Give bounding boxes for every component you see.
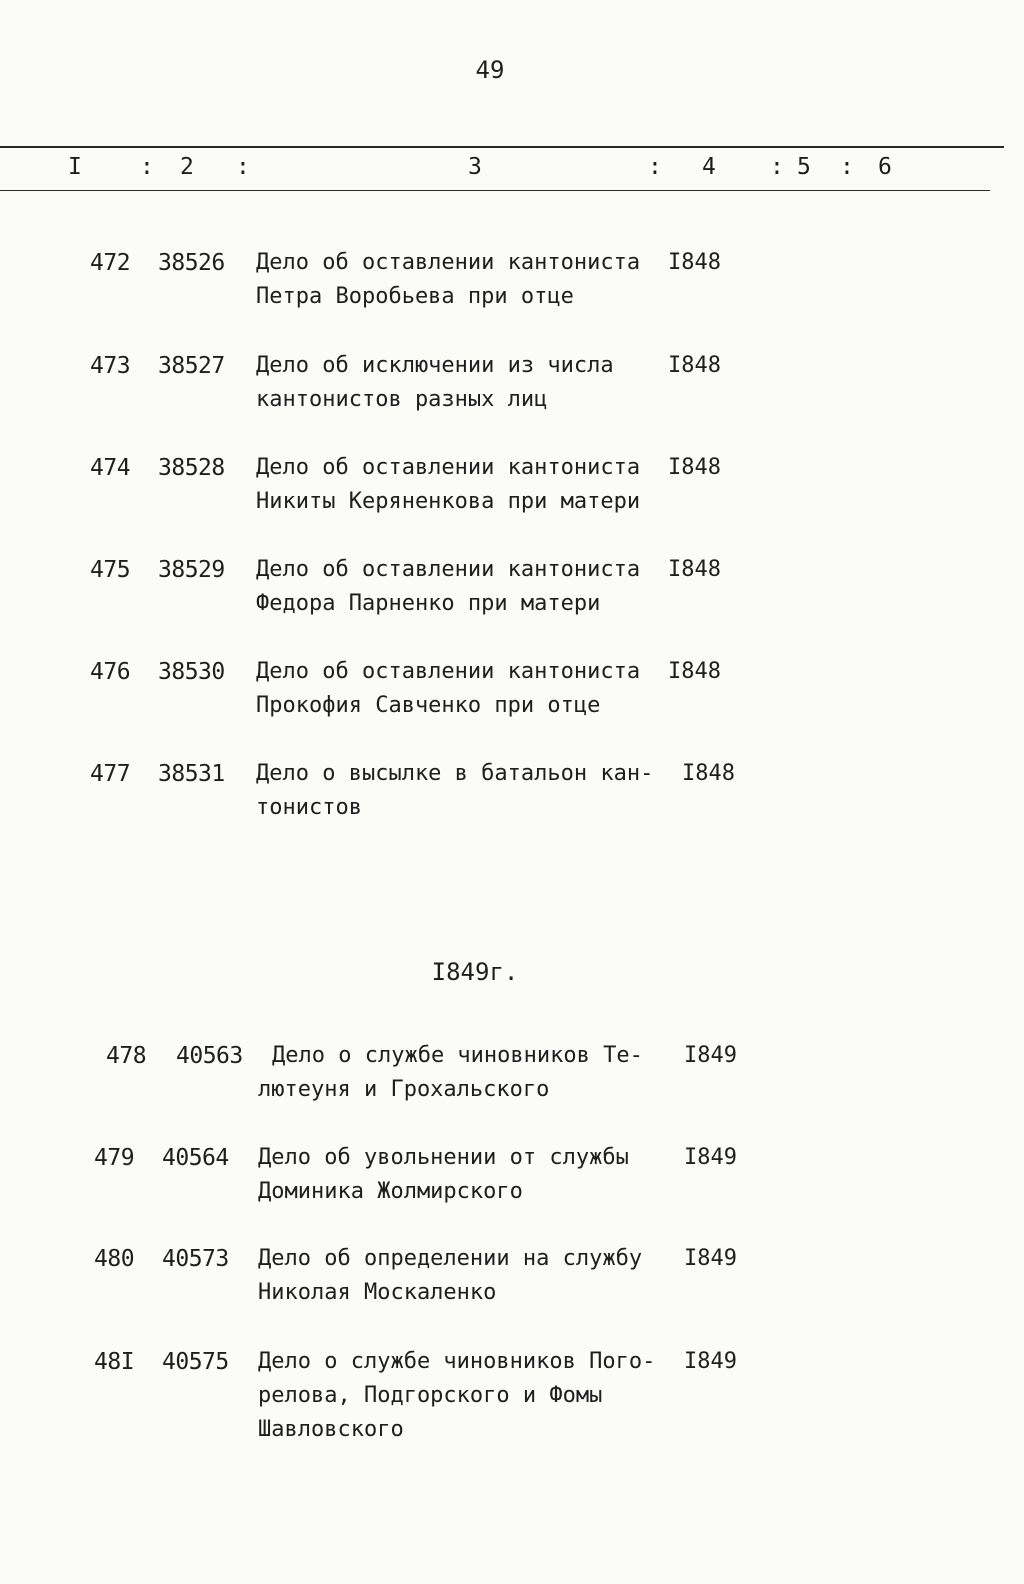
year-heading: I849г. — [431, 958, 519, 986]
entry-fund-number: 38531 — [158, 761, 225, 787]
entry-fund-number: 40564 — [162, 1145, 229, 1171]
entry-fund-number: 40573 — [162, 1246, 229, 1272]
column-header-6: 6 — [878, 154, 892, 180]
entry-title-line: Дело об оставлении кантониста — [256, 557, 641, 582]
entry-title-line: кантонистов разных лиц — [256, 387, 548, 412]
entry-title-line: Петра Воробьева при отце — [256, 284, 574, 309]
column-header-5: 5 — [797, 154, 811, 180]
entry-year: I848 — [668, 455, 721, 480]
entry-title-line: Дело об определении на службу — [258, 1246, 643, 1271]
entry-title-line: Дело об исключении из числа — [256, 353, 614, 378]
entry-title-line: Дело об оставлении кантониста — [256, 455, 641, 480]
entry-title-line: Шавловского — [258, 1417, 404, 1442]
entry-number: 476 — [90, 659, 131, 685]
entry-year: I849 — [684, 1043, 737, 1068]
entry-title-line: Дело об оставлении кантониста — [256, 250, 641, 275]
column-header-3: 3 — [468, 154, 482, 180]
entry-fund-number: 38526 — [158, 250, 225, 276]
entry-year: I848 — [668, 659, 721, 684]
entry-fund-number: 40575 — [162, 1349, 229, 1375]
column-separator: : — [840, 154, 854, 180]
entry-number: 475 — [90, 557, 131, 583]
entry-title-line: Дело о высылке в батальон кан- — [256, 761, 654, 786]
entry-year: I848 — [682, 761, 735, 786]
entry-title-line: Дело об увольнении от службы — [258, 1145, 629, 1170]
entry-title-line: Дело об оставлении кантониста — [256, 659, 641, 684]
entry-title-line: Николая Москаленко — [258, 1280, 497, 1305]
column-header-1: I — [68, 154, 82, 180]
entry-year: I849 — [684, 1246, 737, 1271]
header-top-rule — [0, 146, 1004, 148]
entry-title-line: Дело о службе чиновников Те- — [272, 1043, 643, 1068]
entry-number: 477 — [90, 761, 131, 787]
entry-fund-number: 38529 — [158, 557, 225, 583]
entry-number: 474 — [90, 455, 131, 481]
entry-number: 48I — [94, 1349, 135, 1375]
entry-year: I849 — [684, 1349, 737, 1374]
entry-title-line: Доминика Жолмирского — [258, 1179, 523, 1204]
entry-title-line: Никиты Керяненкова при матери — [256, 489, 641, 514]
entry-number: 480 — [94, 1246, 135, 1272]
column-separator: : — [140, 154, 154, 180]
entry-title-line: Прокофия Савченко при отце — [256, 693, 601, 718]
column-separator: : — [236, 154, 250, 180]
header-bottom-rule — [0, 190, 990, 191]
entry-year: I848 — [668, 557, 721, 582]
column-separator: : — [770, 154, 784, 180]
entry-title-line: лютеуня и Грохальского — [258, 1077, 550, 1102]
entry-number: 473 — [90, 353, 131, 379]
entry-title-line: релова, Подгорского и Фомы — [258, 1383, 603, 1408]
entry-number: 479 — [94, 1145, 135, 1171]
entry-year: I848 — [668, 250, 721, 275]
entry-year: I849 — [684, 1145, 737, 1170]
entry-title-line: тонистов — [256, 795, 362, 820]
page-number: 49 — [475, 56, 505, 84]
entry-number: 472 — [90, 250, 131, 276]
entry-fund-number: 38530 — [158, 659, 225, 685]
column-separator: : — [648, 154, 662, 180]
column-header-4: 4 — [702, 154, 716, 180]
entry-number: 478 — [106, 1043, 147, 1069]
entry-year: I848 — [668, 353, 721, 378]
entry-fund-number: 40563 — [176, 1043, 243, 1069]
entry-fund-number: 38528 — [158, 455, 225, 481]
entry-title-line: Федора Парненко при матери — [256, 591, 601, 616]
entry-title-line: Дело о службе чиновников Пого- — [258, 1349, 656, 1374]
entry-fund-number: 38527 — [158, 353, 225, 379]
column-header-2: 2 — [180, 154, 194, 180]
